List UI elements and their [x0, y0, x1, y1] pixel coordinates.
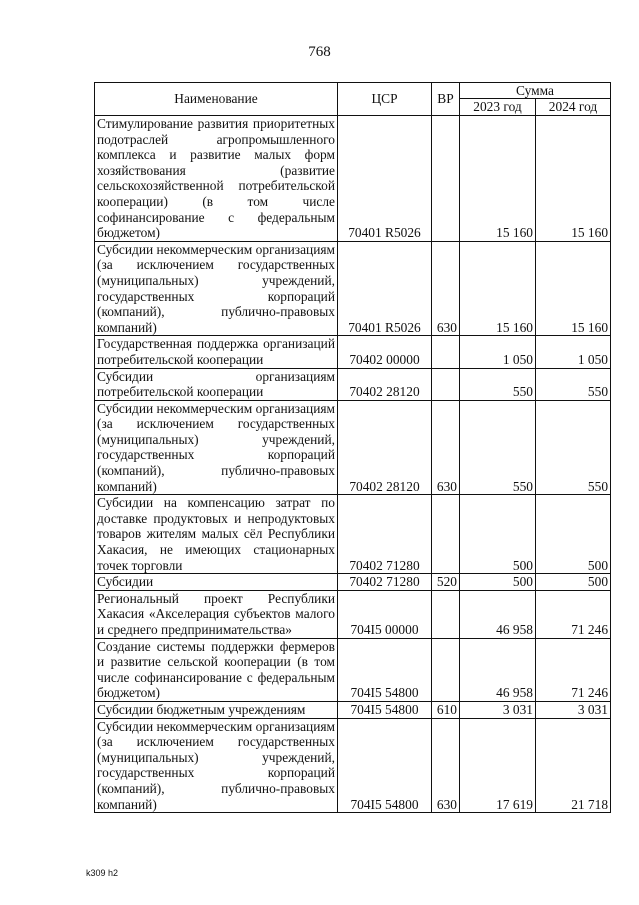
header-year-2024: 2024 год	[536, 99, 611, 116]
row-amount-2023: 46 958	[460, 590, 536, 638]
row-name: Субсидии некоммерческим организациям (за исключением государственных (муниципальных) учреждений, государственных корпораций (компаний), публично-правовых компаний)	[95, 241, 338, 336]
row-name: Субсидии на компенсацию затрат по доставке продуктовых и непродуктовых товаров жителям малых сёл Республики Хакасия, не имеющих стационарных точек торговли	[95, 495, 338, 574]
row-amount-2023: 550	[460, 400, 536, 495]
row-amount-2023: 3 031	[460, 701, 536, 718]
row-vr: 610	[432, 701, 460, 718]
row-vr	[432, 336, 460, 368]
row-csr: 70401 R5026	[338, 241, 432, 336]
header-name: Наименование	[95, 83, 338, 116]
row-amount-2023: 15 160	[460, 116, 536, 242]
header-year-2023: 2023 год	[460, 99, 536, 116]
row-amount-2023: 46 958	[460, 638, 536, 701]
row-vr	[432, 590, 460, 638]
row-vr	[432, 638, 460, 701]
row-amount-2024: 550	[536, 400, 611, 495]
row-vr: 630	[432, 400, 460, 495]
row-csr: 70402 71280	[338, 574, 432, 591]
row-vr	[432, 495, 460, 574]
row-amount-2024: 15 160	[536, 241, 611, 336]
header-csr: ЦСР	[338, 83, 432, 116]
row-amount-2023: 1 050	[460, 336, 536, 368]
table-row	[95, 638, 611, 701]
row-name: Региональный проект Республики Хакасия «Акселерация субъектов малого и среднего предпринимательства»	[95, 590, 338, 638]
table-row	[95, 368, 611, 400]
row-csr: 704I5 54800	[338, 701, 432, 718]
table-row	[95, 116, 611, 242]
table-row	[95, 336, 611, 368]
row-vr	[432, 116, 460, 242]
header-sum: Сумма	[460, 83, 611, 99]
table-row	[95, 590, 611, 638]
row-amount-2024: 71 246	[536, 638, 611, 701]
row-csr: 70402 28120	[338, 400, 432, 495]
row-amount-2024: 500	[536, 495, 611, 574]
row-name: Создание системы поддержки фермеров и развитие сельской кооперации (в том числе софинансирование с федеральным бюджетом)	[95, 638, 338, 701]
row-amount-2024: 1 050	[536, 336, 611, 368]
row-amount-2024: 500	[536, 574, 611, 591]
row-name: Субсидии организациям потребительской кооперации	[95, 368, 338, 400]
row-csr: 704I5 54800	[338, 718, 432, 813]
row-vr	[432, 368, 460, 400]
header-vr: ВР	[432, 83, 460, 116]
table-body	[95, 116, 611, 813]
row-name: Субсидии	[95, 574, 338, 591]
row-name: Субсидии некоммерческим организациям (за исключением государственных (муниципальных) учреждений, государственных корпораций (компаний), публично-правовых компаний)	[95, 400, 338, 495]
table-row	[95, 241, 611, 336]
table-row	[95, 400, 611, 495]
table-row	[95, 495, 611, 574]
row-amount-2024: 21 718	[536, 718, 611, 813]
row-name: Субсидии бюджетным учреждениям	[95, 701, 338, 718]
row-name: Стимулирование развития приоритетных подотраслей агропромышленного комплекса и развитие малых форм хозяйствования (развитие сельскохозяйственной потребительской кооперации) (в том числе софинансирование с федеральным бюджетом)	[95, 116, 338, 242]
row-amount-2024: 3 031	[536, 701, 611, 718]
row-csr: 70402 71280	[338, 495, 432, 574]
page-number: 768	[308, 44, 331, 60]
row-amount-2024: 15 160	[536, 116, 611, 242]
row-csr: 70401 R5026	[338, 116, 432, 242]
row-csr: 704I5 54800	[338, 638, 432, 701]
row-amount-2024: 71 246	[536, 590, 611, 638]
row-name: Государственная поддержка организаций потребительской кооперации	[95, 336, 338, 368]
row-vr: 630	[432, 241, 460, 336]
row-csr: 70402 28120	[338, 368, 432, 400]
row-vr: 630	[432, 718, 460, 813]
footer-code: k309 h2	[86, 868, 119, 878]
table-row	[95, 701, 611, 718]
row-csr: 704I5 00000	[338, 590, 432, 638]
table-row	[95, 574, 611, 591]
row-amount-2023: 15 160	[460, 241, 536, 336]
table-row	[95, 718, 611, 813]
row-name: Субсидии некоммерческим организациям (за исключением государственных (муниципальных) учреждений, государственных корпораций (компаний), публично-правовых компаний)	[95, 718, 338, 813]
row-csr: 70402 00000	[338, 336, 432, 368]
budget-table	[94, 82, 611, 813]
row-amount-2024: 550	[536, 368, 611, 400]
row-amount-2023: 500	[460, 495, 536, 574]
row-amount-2023: 550	[460, 368, 536, 400]
row-vr: 520	[432, 574, 460, 591]
row-amount-2023: 500	[460, 574, 536, 591]
row-amount-2023: 17 619	[460, 718, 536, 813]
